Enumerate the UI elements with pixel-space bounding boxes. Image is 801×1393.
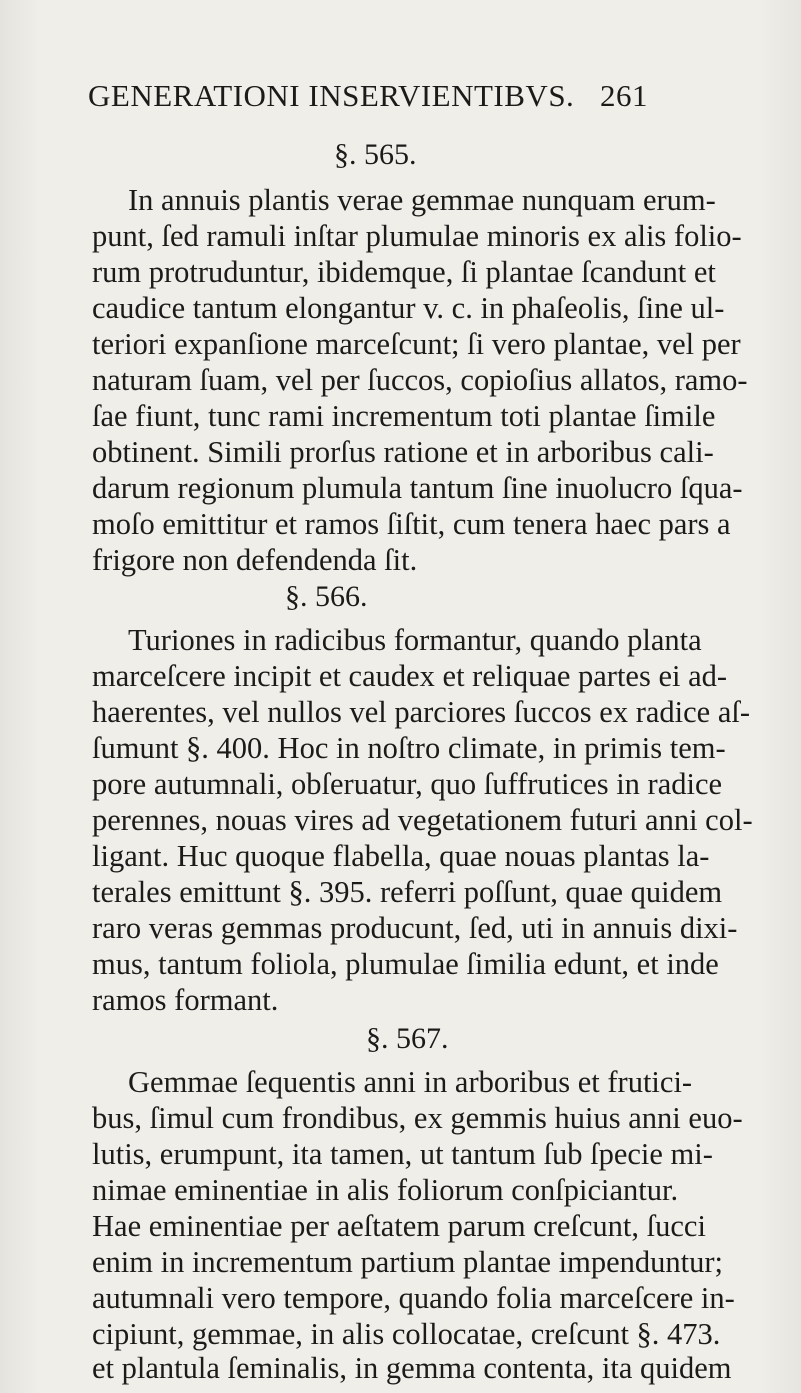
text-line: Turiones in radicibus formantur, quando planta [128,623,702,657]
text-line: cipiunt, gemmae, in alis collocatae, creſcunt §. 473. [92,1317,721,1351]
text-line: Hae eminentiae per aeſtatem parum creſcunt, ſucci [92,1209,706,1243]
running-header [88,78,688,118]
text-line: Gemmae ſequentis anni in arboribus et frutici- [128,1065,693,1099]
section-heading-565: §. 565. [334,138,417,171]
text-line: frigore non defendenda ſit. [92,543,418,577]
text-line: punt, ſed ramuli inſtar plumulae minoris ex alis folio- [92,219,742,253]
text-line: caudice tantum elongantur v. c. in phaſeolis, ſine ul- [92,291,725,325]
text-line: moſo emittitur et ramos ſiſtit, cum tenera haec pars a [92,507,731,541]
text-line: terales emittunt §. 395. referri poſſunt, quae quidem [92,875,723,909]
section-heading-566: §. 566. [285,580,368,613]
text-line: autumnali vero tempore, quando folia marceſcere in- [92,1281,735,1315]
text-line: obtinent. Simili prorſus ratione et in arboribus cali- [92,435,714,469]
text-line: darum regionum plumula tantum ſine inuolucro ſqua- [92,471,743,505]
text-line: ramos formant. [92,983,279,1017]
text-line: ſumunt §. 400. Hoc in noſtro climate, in primis tem- [92,731,726,765]
text-line: ſae fiunt, tunc rami incrementum toti plantae ſimile [92,399,716,433]
text-line: raro veras gemmas producunt, ſed, uti in annuis dixi- [92,911,738,945]
section-heading-567: §. 567. [366,1022,449,1055]
text-line: pore autumnali, obſeruatur, quo ſuffrutices in radice [92,767,723,801]
page-number: 261 [600,78,648,113]
text-line: bus, ſimul cum frondibus, ex gemmis huius anni euo- [92,1101,743,1135]
text-line: rum protruduntur, ibidemque, ſi plantae ſcandunt et [92,255,716,289]
text-line: perennes, nouas vires ad vegetationem futuri anni col- [92,803,753,837]
text-line: mus, tantum foliola, plumulae ſimilia edunt, et inde [92,947,719,981]
text-line: In annuis plantis verae gemmae nunquam erum- [128,183,716,217]
text-line: lutis, erumpunt, ita tamen, ut tantum ſub ſpecie mi- [92,1137,713,1171]
text-line: ligant. Huc quoque flabella, quae nouas plantas la- [92,839,710,873]
text-line: marceſcere incipit et caudex et reliquae partes ei ad- [92,659,728,693]
text-line: nimae eminentiae in alis foliorum conſpiciantur. [92,1173,679,1207]
text-line: enim in incrementum partium plantae impenduntur; [92,1245,724,1279]
text-line: teriori expanſione marceſcunt; ſi vero plantae, vel per [92,327,741,361]
text-line: et plantula ſeminalis, in gemma contenta, ita quidem [92,1351,732,1385]
text-line: naturam ſuam, vel per ſuccos, copioſius allatos, ramo- [92,363,748,397]
text-line: haerentes, vel nullos vel parciores ſuccos ex radice aſ- [92,695,750,729]
running-title: GENERATIONI INSERVIENTIBVS. [88,78,575,113]
